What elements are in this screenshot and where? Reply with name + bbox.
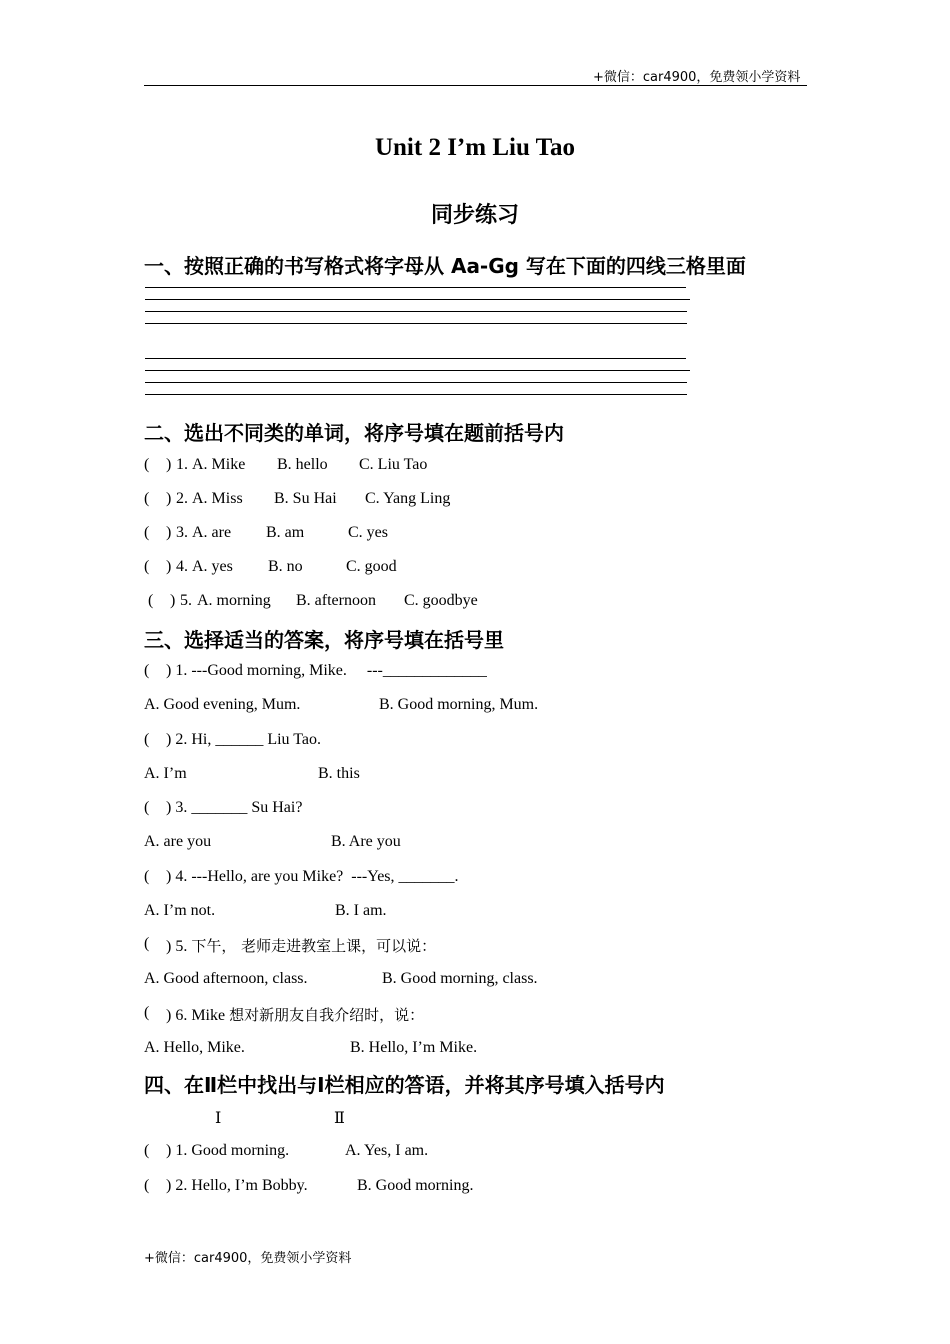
answer-paren[interactable]: ( [144,1004,150,1021]
footer-note: +微信：car4900，免费领小学资料 [144,1251,352,1266]
option-a: A. Good afternoon, class. [144,970,308,987]
left-item: ) 2. Hello, I’m Bobby. [166,1177,308,1194]
option-a: A. I’m not. [144,902,216,919]
item-number: 5. [180,592,192,609]
item-close: ) [166,558,172,575]
question-text: ) 1. ---Good morning, Mike. ---_____________ [166,662,487,679]
answer-paren[interactable]: ( [144,456,150,473]
option-a: A. are [192,524,232,541]
option-c: C. goodbye [404,592,478,609]
answer-paren[interactable]: ( [144,1142,150,1159]
answer-paren[interactable]: ( [144,558,150,575]
question-cn: 下午， 老师走进教室上课，可以说： [191,937,437,955]
option-c: C. yes [348,524,388,541]
option-b: B. I am. [335,902,387,919]
question-text: ) 3. _______ Su Hai? [166,799,303,816]
question-en: ) 6. Mike [166,1007,230,1024]
option-b: B. Su Hai [274,490,337,507]
grid-line [145,358,686,359]
section3-heading: 三、选择适当的答案，将序号填在括号里 [144,628,504,652]
answer-paren[interactable]: ( [144,662,150,679]
question-cn: 想对新朋友自我介绍时，说： [229,1006,425,1024]
answer-paren[interactable]: ( [144,935,150,952]
option-b: B. Hello, I’m Mike. [350,1039,478,1056]
header-note: +微信：car4900，免费领小学资料 [593,70,801,85]
grid-line [145,394,687,395]
section1-heading: 一、按照正确的书写格式将字母从 Aa-Gg 写在下面的四线三格里面 [144,254,746,278]
option-c: C. Liu Tao [359,456,428,473]
column-i-label: Ⅰ [215,1110,222,1127]
option-b: B. hello [277,456,328,473]
option-a: A. are you [144,833,212,850]
item-close: ) [166,490,172,507]
section4-heading: 四、在Ⅱ栏中找出与Ⅰ栏相应的答语，并将其序号填入括号内 [144,1073,665,1097]
left-item: ) 1. Good morning. [166,1142,290,1159]
question-text [166,935,436,956]
option-a: A. I’m [144,765,187,782]
option-b: B. Good morning, Mum. [379,696,539,713]
option-a: A. morning [197,592,271,609]
answer-paren[interactable]: ( [144,731,150,748]
question-text [166,1004,424,1025]
answer-paren[interactable]: ( [148,592,154,609]
item-close: ) [166,456,172,473]
answer-paren[interactable]: ( [144,799,150,816]
option-b: B. afternoon [296,592,376,609]
answer-paren[interactable]: ( [144,524,150,541]
option-b: B. Are you [331,833,401,850]
option-b: B. Good morning, class. [382,970,538,987]
option-c: C. good [346,558,397,575]
item-close: ) [170,592,176,609]
question-text: ) 4. ---Hello, are you Mike? ---Yes, _______. [166,868,459,885]
header-rule [144,85,807,86]
option-c: C. Yang Ling [365,490,451,507]
grid-line [145,287,686,288]
option-a: A. Miss [192,490,243,507]
option-b: B. am [266,524,305,541]
page-title: Unit 2 I’m Liu Tao [374,134,576,161]
item-close: ) [166,524,172,541]
answer-paren[interactable]: ( [144,868,150,885]
grid-line [145,323,687,324]
option-b: B. no [268,558,303,575]
column-ii-label: Ⅱ [334,1110,345,1127]
answer-paren[interactable]: ( [144,1177,150,1194]
option-a: A. Good evening, Mum. [144,696,301,713]
grid-line [145,311,687,312]
option-b: B. this [318,765,360,782]
option-a: A. yes [192,558,233,575]
grid-line [145,370,690,371]
item-number: 4. [176,558,188,575]
option-a: A. Mike [192,456,246,473]
item-number: 2. [176,490,188,507]
page-subtitle: 同步练习 [430,203,519,228]
grid-line [145,382,687,383]
right-item: A. Yes, I am. [345,1142,429,1159]
question-text: ) 2. Hi, ______ Liu Tao. [166,731,322,748]
right-item: B. Good morning. [357,1177,474,1194]
option-a: A. Hello, Mike. [144,1039,245,1056]
answer-paren[interactable]: ( [144,490,150,507]
section2-heading: 二、选出不同类的单词，将序号填在题前括号内 [144,421,564,445]
grid-line [145,299,690,300]
item-number: 3. [176,524,188,541]
item-number: 1. [176,456,188,473]
question-en: ) 5. [166,938,192,955]
